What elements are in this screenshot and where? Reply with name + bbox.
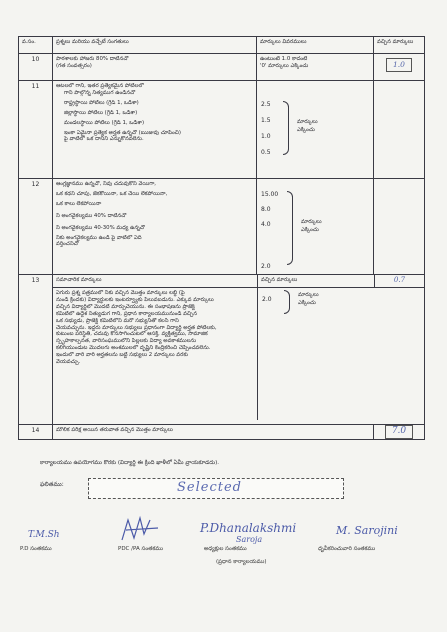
table-row (19, 275, 425, 425)
marks-table (18, 36, 425, 440)
criteria-line: నుండి క్రిందకు) విద్యార్థులకు ఇంటర్వ్యూకు పిలువబడును. ఎక్కువ మార్కులు (56, 296, 214, 303)
marks-label-line: మార్కులు (301, 219, 322, 225)
criteria-line: గాని పాల్గొన్న నిత్యముగ ఉండినచో (64, 89, 136, 96)
marks-label (298, 292, 319, 307)
marks-label-line: ఎక్కించు (298, 299, 316, 306)
brace (283, 101, 289, 155)
row-number: 13 (19, 275, 53, 425)
mark-value: 1.5 (261, 117, 271, 124)
criteria-line: ఏగురు ప్రశ్న పత్రములో నీకు వచ్చిన మొత్తం మార్కులు లబ్ధి (పై (56, 290, 185, 296)
signature-president-label: అధ్యక్షుల సంతకము (204, 546, 247, 552)
row-marks-detail (257, 54, 374, 81)
row-criteria (53, 81, 257, 179)
table-row (19, 425, 425, 440)
mark-value: 8.0 (261, 206, 271, 213)
signature-verifier: M. Sarojini (336, 524, 398, 537)
mark-value: 2.0 (261, 263, 271, 270)
marks-line: '0' మార్కులు ఎక్కించు (260, 62, 309, 69)
criteria-line: కుటుంబ పరిస్థితి, చదువు కొనసాగించుటలో ఆసక్తి, వ్యక్తిత్వము, సామాజిక (56, 331, 208, 338)
row-marks-detail (257, 81, 374, 179)
row-marks-detail (258, 288, 374, 420)
criteria-line: వచ్చిన విద్యార్థిలో మొదటి మార్పుచెయును. ఈ సంభాషణను ప్రాజెక్ట్ (56, 303, 195, 310)
marks-line: ఉంటుంటే 1.0 కాదంటే (260, 56, 308, 62)
signature-caption: (ప్రధాన కార్యాలయము) (216, 559, 267, 565)
criteria-line: ఒక కథని చూపు, జేకకోయినా, ఒక చేయి లేకపోయినా, (56, 190, 168, 197)
result-label: ఫలితము: (40, 481, 64, 488)
table-header-row (19, 37, 425, 54)
mark-value: 4.0 (261, 221, 271, 228)
signature-president-scrawl: Saroja (236, 535, 263, 544)
interview-obtained-value: 0.7 (393, 276, 406, 284)
header-marks-detail: మార్కులు వివరములు (257, 37, 374, 54)
marks-label (301, 219, 322, 234)
criteria-line: కలిగియుండుట మొదలగు అంశములలో దృష్టిని కేంద్రీకరించి చెప్పించవలెను. (56, 345, 211, 352)
criteria-line: రాష్ట్రస్థాయి పోటీలు (గ్రేడ్ 1, ఒడిశా) (64, 99, 139, 106)
row-criteria (53, 54, 257, 81)
row-obtained (374, 81, 425, 179)
row-criteria (53, 179, 257, 275)
row-number: 10 (19, 54, 53, 81)
office-use-note: కార్యాలయము ఉపయోగము కొరకు (విద్యార్థి ఈ క్రింది ఖాళీలో ఏమీ వ్రాయకూడదు). (40, 460, 220, 466)
signature-pdc-scrawl (118, 514, 164, 544)
result-box (88, 478, 344, 499)
mark-value: 2.5 (261, 101, 271, 108)
row-marks-detail (257, 179, 374, 275)
criteria-line: నీ అంగవైకల్యము 40-30% మధ్య ఉన్నచో (56, 224, 145, 231)
criteria-line: జిల్లాస్థాయి పోటీలు (గ్రేడ్ 1, ఒడిశా) (64, 109, 138, 116)
criteria-line: వర్తించనిచో (56, 241, 79, 248)
interview-subheader (53, 275, 424, 288)
result-value: Selected (177, 480, 242, 495)
row-number: 12 (19, 179, 53, 275)
criteria-line: వేయవచ్చు. (56, 359, 81, 366)
criteria-line: ఆంగ్లజ్ఞానము ఉన్నచో, నీవు చదువుకొని వెయిగా, (56, 181, 156, 187)
row-number: 11 (19, 81, 53, 179)
row-obtained (374, 425, 425, 440)
table-row (19, 179, 425, 275)
marks-label-line: ఎక్కించు (301, 226, 319, 233)
brace (284, 290, 290, 314)
row-criteria (53, 425, 374, 440)
criteria-line: నీకు అంగవైకల్యము ఉండి పై వాటిలో ఏది (56, 234, 142, 241)
signature-pd-label: P.D సంతకము (20, 546, 52, 552)
brace (287, 191, 293, 265)
criteria-line: ఇంకా ఏమైనా ప్రత్యేక అర్హత ఉన్నచో (ఋజువు చూపించి) (64, 129, 182, 136)
marks-label-line: ఎక్కించు (297, 126, 315, 133)
criteria-line: నీ అంగవైకల్యము 40% దాటినచో (56, 212, 127, 219)
table-row (19, 81, 425, 179)
criteria-line: కమిటీలో ఉద్దేశ నిత్యుడుగ గాని, ప్రధాన కార్యాలయమునుండి వచ్చిన (56, 310, 197, 317)
criteria-line: ఆటలలో గాని, ఇతర ప్రత్యేకమైన పోటీలలో (56, 83, 144, 89)
header-marks-obtained: వచ్చిన మార్కులు (374, 37, 425, 54)
header-criteria: ప్రశ్నలు మరియు వచ్చేటే సంగతులు (53, 37, 257, 54)
row-number: 14 (19, 425, 53, 440)
header-sno: వ.సం. (19, 37, 53, 54)
obtained-value: 1.0 (386, 58, 412, 72)
interview-obtained-header: వచ్చిన మార్కులు (258, 275, 375, 287)
marks-label-line: మార్కులు (297, 119, 318, 125)
criteria-line: స్పృహకాల్పనత, వారిసంఘములోని పిల్లలకు విద్యా అవకాశములను (56, 338, 197, 345)
marks-label (297, 119, 318, 134)
row-criteria (53, 288, 258, 420)
criteria-line: పాఠశాలకు హాజరు 80% దాటినచో (56, 56, 129, 62)
criteria-line: మౌలిక పరీక్ష అయిన తరువాత వచ్చిన మొత్తం మార్కులు (56, 427, 173, 433)
mark-value: 15.00 (261, 191, 279, 198)
criteria-line: ఒక సభ్యుడు, ప్రాజెక్ట్ కమిటీలోని మరో సభ్యునితో కలసి గాని (56, 317, 179, 324)
criteria-line: మండలస్థాయి పోటీలు (గ్రేడ్ 1, ఒడిశా) (64, 119, 145, 126)
signature-president: P.Dhanalakshmi (200, 521, 297, 535)
mark-value: 1.0 (261, 133, 271, 140)
interview-body (53, 288, 424, 420)
marks-label-line: మార్కులు (298, 292, 319, 298)
interview-title: సమాచారిక మార్కులు (53, 275, 258, 287)
row-interview (53, 275, 425, 425)
obtained-value: 7.0 (385, 425, 413, 439)
table-row (19, 54, 425, 81)
criteria-line: పై వాటిలో ఒక దానిని ఎన్నుకొనవలెను. (64, 136, 144, 143)
mark-value: 0.5 (261, 149, 271, 156)
criteria-line: ఇందులో వారి వారి అర్హతలను బట్టి సభ్యులు 2 మార్కులు వరకు (56, 352, 188, 359)
criteria-line: చేయవచ్చును. ఇద్దరు మార్కులు సభ్యులు ప్రధానంగా విద్యార్థి అర్హత పోటీలకు, (56, 324, 217, 331)
signature-pdc-label: PDC /PA సంతకము (118, 546, 163, 552)
criteria-line: (గత సంవత్సరం) (56, 62, 92, 69)
mark-value: 2.0 (262, 296, 272, 303)
interview-obtained (375, 275, 424, 287)
row-obtained (374, 179, 425, 275)
signature-verifier-label: ధృవీకరించువారి సంతకము (318, 546, 376, 552)
criteria-line: ఒక కాలు లేకపోయినా (56, 200, 102, 207)
signature-pd: T.M.Sh (28, 530, 60, 540)
row-obtained (374, 54, 425, 81)
